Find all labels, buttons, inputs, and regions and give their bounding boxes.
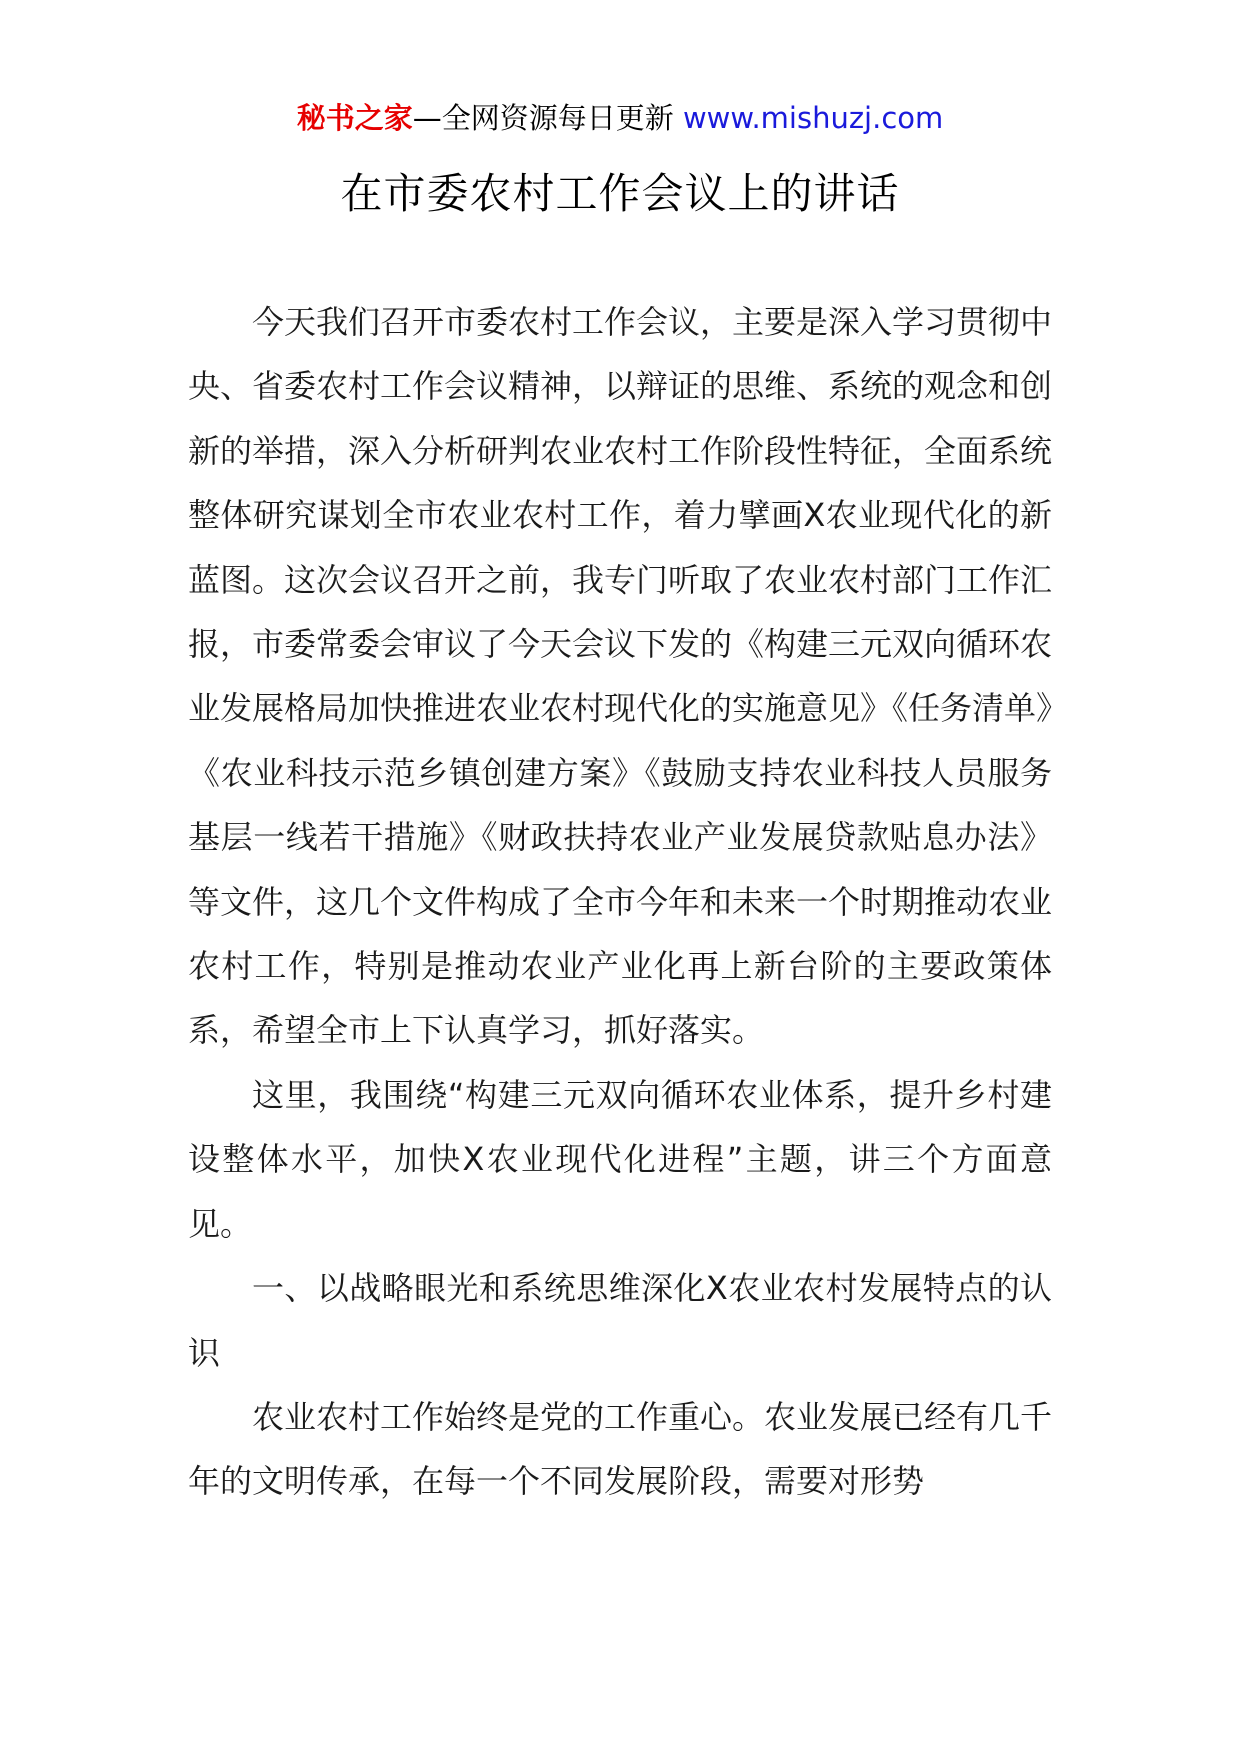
section-heading-1: 一、以战略眼光和系统思维深化X农业农村发展特点的认识	[188, 1269, 1052, 1372]
paragraph-section-1: 农业农村工作始终是党的工作重心。农业发展已经有几千年的文明传承，在每一个不同发展阶段，需要对形势	[188, 1397, 1053, 1501]
site-url-link[interactable]: www.mishuzj.com	[682, 101, 944, 135]
paragraph-outline: 这里，我围绕“构建三元双向循环农业体系，提升乡村建设整体水平，加快X农业现代化进程”主题，讲三个方面意见。	[188, 1075, 1052, 1243]
document-body	[188, 290, 1052, 1514]
paragraph-intro: 今天我们召开市委农村工作会议，主要是深入学习贯彻中央、省委农村工作会议精神，以辩证的思维、系统的观念和创新的举措，深入分析研判农业农村工作阶段性特征，全面系统整体研究谋划全市农业农村工作，着力擘画X农业现代化的新蓝图。这次会议召开之前，我专门听取了农业农村部门工作汇报，市委常委会审议了今天会议下发的《构建三元双向循环农业发展格局加快推进农业农村现代化的实施意见》《任务清单》《农业科技示范乡镇创建方案》《鼓励支持农业科技人员服务基层一线若干措施》《财政扶持农业产业发展贷款贴息办法》等文件，这几个文件构成了全市今年和未来一个时期推动农业农村工作，特别是推动农业产业化再上新台阶的主要政策体系，希望全市上下认真学习，抓好落实。	[188, 303, 1053, 1050]
site-header	[0, 98, 1240, 138]
document-title: 在市委农村工作会议上的讲话	[340, 169, 900, 218]
site-slogan: —全网资源每日更新	[412, 101, 674, 135]
site-brand: 秘书之家	[296, 101, 413, 135]
